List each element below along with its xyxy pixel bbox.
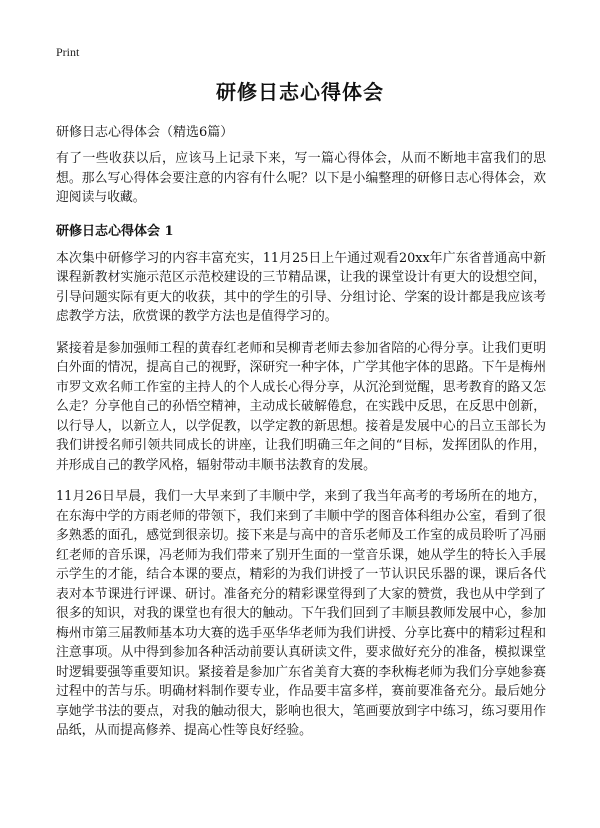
document-body [56, 149, 546, 753]
document-subtitle: 研修日志心得体会（精选6篇） [56, 125, 234, 140]
section-heading: 研修日志心得体会 1 [56, 223, 174, 239]
print-label: Print [56, 45, 80, 59]
intro-paragraph: 有了一些收获以后，应该马上记录下来，写一篇心得体会，从而不断地丰富我们的思想。那么写心得体会要注意的内容有什么呢？以下是小编整理的研修日志心得体会，欢迎阅读与收藏。 [56, 151, 546, 205]
body-paragraph: 紧接着是参加强师工程的黄春红老师和吴柳青老师去参加省陪的心得分享。让我们更明白外面的情况，提高自己的视野，深研究一种字体，广学其他字体的思路。下午是梅州市罗文欢名师工作室的主持人的个人成长心得分享，从沉沦到觉醒，思考教育的路又怎么走？分享他自己的孙悟空精神，主动成长破解倦怠，在实践中反思，在反思中创新，以行导人，以新立人，以学促教，以学定教的新思想。接着是发展中心的吕立玉部长为我们讲授名师引领共同成长的讲座，让我们明确三年之间的“目标，发挥团队的作用，并形成自己的教学风格，辐射带动丰顺书法教育的发展。 [56, 340, 546, 473]
page-title: 研修日志心得体会 [216, 80, 384, 104]
body-paragraph: 本次集中研修学习的内容丰富充实，11月25日上午通过观看20xx年广东省普通高中新课程新教材实施示范区示范校建设的三节精品课，让我的课堂设计有更大的设想空间，引导问题实际有更大的收获，其中的学生的引导、分组讨论、学案的设计都是我应该考虑教学方法，欣赏课的教学方法也是值得学习的。 [56, 250, 546, 324]
body-paragraph: 11月26日早晨，我们一大早来到了丰顺中学，来到了我当年高考的考场所在的地方，在东海中学的方雨老师的带领下，我们来到了丰顺中学的图音体科组办公室，看到了很多熟悉的面孔，感觉到很亲切。接下来是与高中的音乐老师及工作室的成员聆听了冯丽红老师的音乐课，冯老师为我们带来了别开生面的一堂音乐课，她从学生的特长入手展示学生的才能，结合本课的要点，精彩的为我们讲授了一节认识民乐器的课，课后各代表对本节课进行评课、研讨。准备充分的精彩课堂得到了大家的赞赏，我也从中学到了很多的知识，对我的课堂也有很大的触动。下午我们回到了丰顺县教师发展中心，参加梅州市第三届教师基本功大赛的选手巫华华老师为我们讲授、分享比赛中的精彩过程和注意事项。从中得到参加各种活动前要认真研读文件，要求做好充分的准备，模拟课堂时逻辑要强等重要知识。紧接着是参加广东省美育大赛的李秋梅老师为我们分享她参赛过程中的苦与乐。明确材料制作要专业，作品要丰富多样，赛前要准备充分。最后她分享她学书法的要点，对我的触动很大，影响也很大，笔画要放到字中练习，练习要用作品纸，从而提高修养、提高心性等良好经验。 [56, 489, 546, 738]
